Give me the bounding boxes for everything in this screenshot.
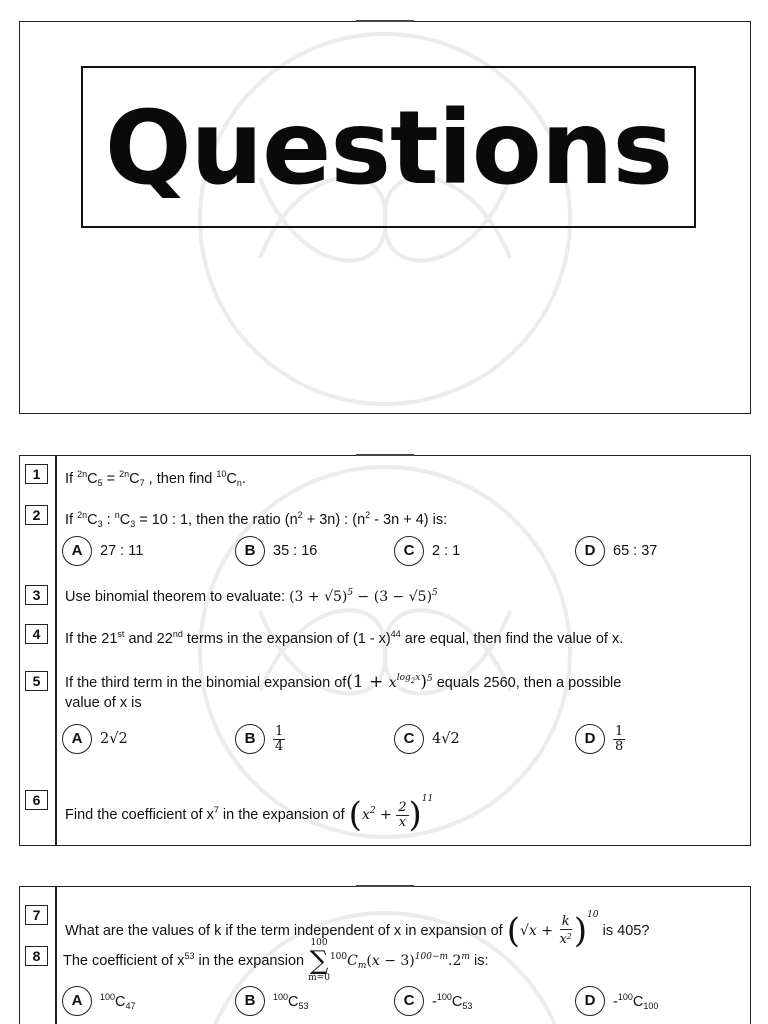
question-5-text: If the third term in the binomial expansion $of(1 + x^{log_2x})^5$ equals 2560, then a possible [65,672,622,692]
question-number: 2 [25,505,48,525]
option-c[interactable] [394,536,460,566]
option-letter[interactable]: D [575,986,605,1016]
option-letter[interactable]: B [235,724,265,754]
binomial-expression: $(1 + x^{log_2x})^5$ [346,672,433,692]
title-card [19,21,751,414]
option-a[interactable] [62,724,128,754]
option-value: $-^{100}C_{100}$ [613,991,659,1011]
card-top-mark [356,885,414,887]
option-value: $^{100}C_{53}$ [273,991,309,1011]
question-4-text: If the 21st and 22nd terms in the expansion of (1 - x)$^{44}$ are equal, then find the value of x. [65,629,624,647]
title-frame [81,66,696,228]
option-c[interactable] [394,986,472,1016]
question-number: 6 [25,790,48,810]
question-1-text: If $^{2n}C_5 = ^{2n}C_7$ , then find $^{10}C_n$. [65,469,246,488]
binomial-expression: (√x + $\frac{k}{x^2}$ )$^{10}$ [506,910,599,951]
option-letter[interactable]: A [62,536,92,566]
question-card-1 [19,455,751,846]
number-column-rule [55,456,57,845]
option-letter[interactable]: D [575,724,605,754]
option-letter[interactable]: C [394,986,424,1016]
option-value-one-quarter: $\frac{1}{4}$ [275,723,284,754]
question-number: 5 [25,671,48,691]
question-5-text-line2: value of x is [65,695,142,711]
option-b[interactable] [235,536,317,566]
option-b[interactable] [235,724,285,754]
option-d[interactable] [575,986,658,1016]
option-letter[interactable]: A [62,986,92,1016]
number-column-rule [55,887,57,1024]
option-value: 35 : 16 [273,543,318,559]
option-d[interactable] [575,724,625,754]
card-top-mark [356,454,414,456]
question-number: 1 [25,464,48,484]
option-c[interactable] [394,724,460,754]
option-value: $-^{100}C_{53}$ [432,991,473,1011]
question-7-text: What are the values of k if the term independent of x in expansion of (√x + $\frac{k}{x^2}$ )$^{10}$ is 405? [65,910,650,951]
binomial-expression: $(3 + √5)^5 - (3 - √5)^5$ [289,588,438,605]
option-a[interactable] [62,986,136,1016]
option-value: 65 : 37 [613,543,658,559]
question-number: 3 [25,585,48,605]
option-value-4-root-2: 4√2 [432,731,460,747]
question-number: 8 [25,946,48,966]
question-6-text: Find the coefficient of $x^7$ in the expansion of ($x^2$ + $\frac{2}{x}$ )$^{11}$ [65,794,434,835]
option-d[interactable] [575,536,657,566]
option-b[interactable] [235,986,309,1016]
question-card-2 [19,886,751,1024]
card-top-mark [356,20,414,22]
option-value-2-root-2: 2√2 [100,731,128,747]
page-title: Questions [104,89,673,208]
option-letter[interactable]: B [235,986,265,1016]
option-value: 27 : 11 [100,543,144,559]
option-letter[interactable]: D [575,536,605,566]
option-value-one-eighth: $\frac{1}{8}$ [615,723,624,754]
option-letter[interactable]: C [394,724,424,754]
question-8-text: The coefficient of $x^{53}$ in the expansion 100 ∑ m=0 $^{100}C_m(x - 3)^{100-m}.2^m$ is: [63,938,489,983]
question-3-text: Use binomial theorem to evaluate: $(3 + √5)^5 - (3 - √5)^5$ [65,588,438,605]
question-2-text: If $^{2n}C_3$ : $^nC_3 = 10$ : 1, then the ratio $(n^2 + 3n)$ : $(n^2 - 3n + 4)$ is: [65,510,448,529]
summation-expression: 100 ∑ m=0 $^{100}C_m(x - 3)^{100-m}.2^m$ [308,938,470,983]
question-number: 4 [25,624,48,644]
question-number: 7 [25,905,48,925]
option-value: 2 : 1 [432,543,461,559]
binomial-expression: ($x^2$ + $\frac{2}{x}$ )$^{11}$ [348,794,434,835]
option-letter[interactable]: C [394,536,424,566]
option-value: $^{100}C_{47}$ [100,991,136,1011]
option-a[interactable] [62,536,143,566]
option-letter[interactable]: B [235,536,265,566]
option-letter[interactable]: A [62,724,92,754]
